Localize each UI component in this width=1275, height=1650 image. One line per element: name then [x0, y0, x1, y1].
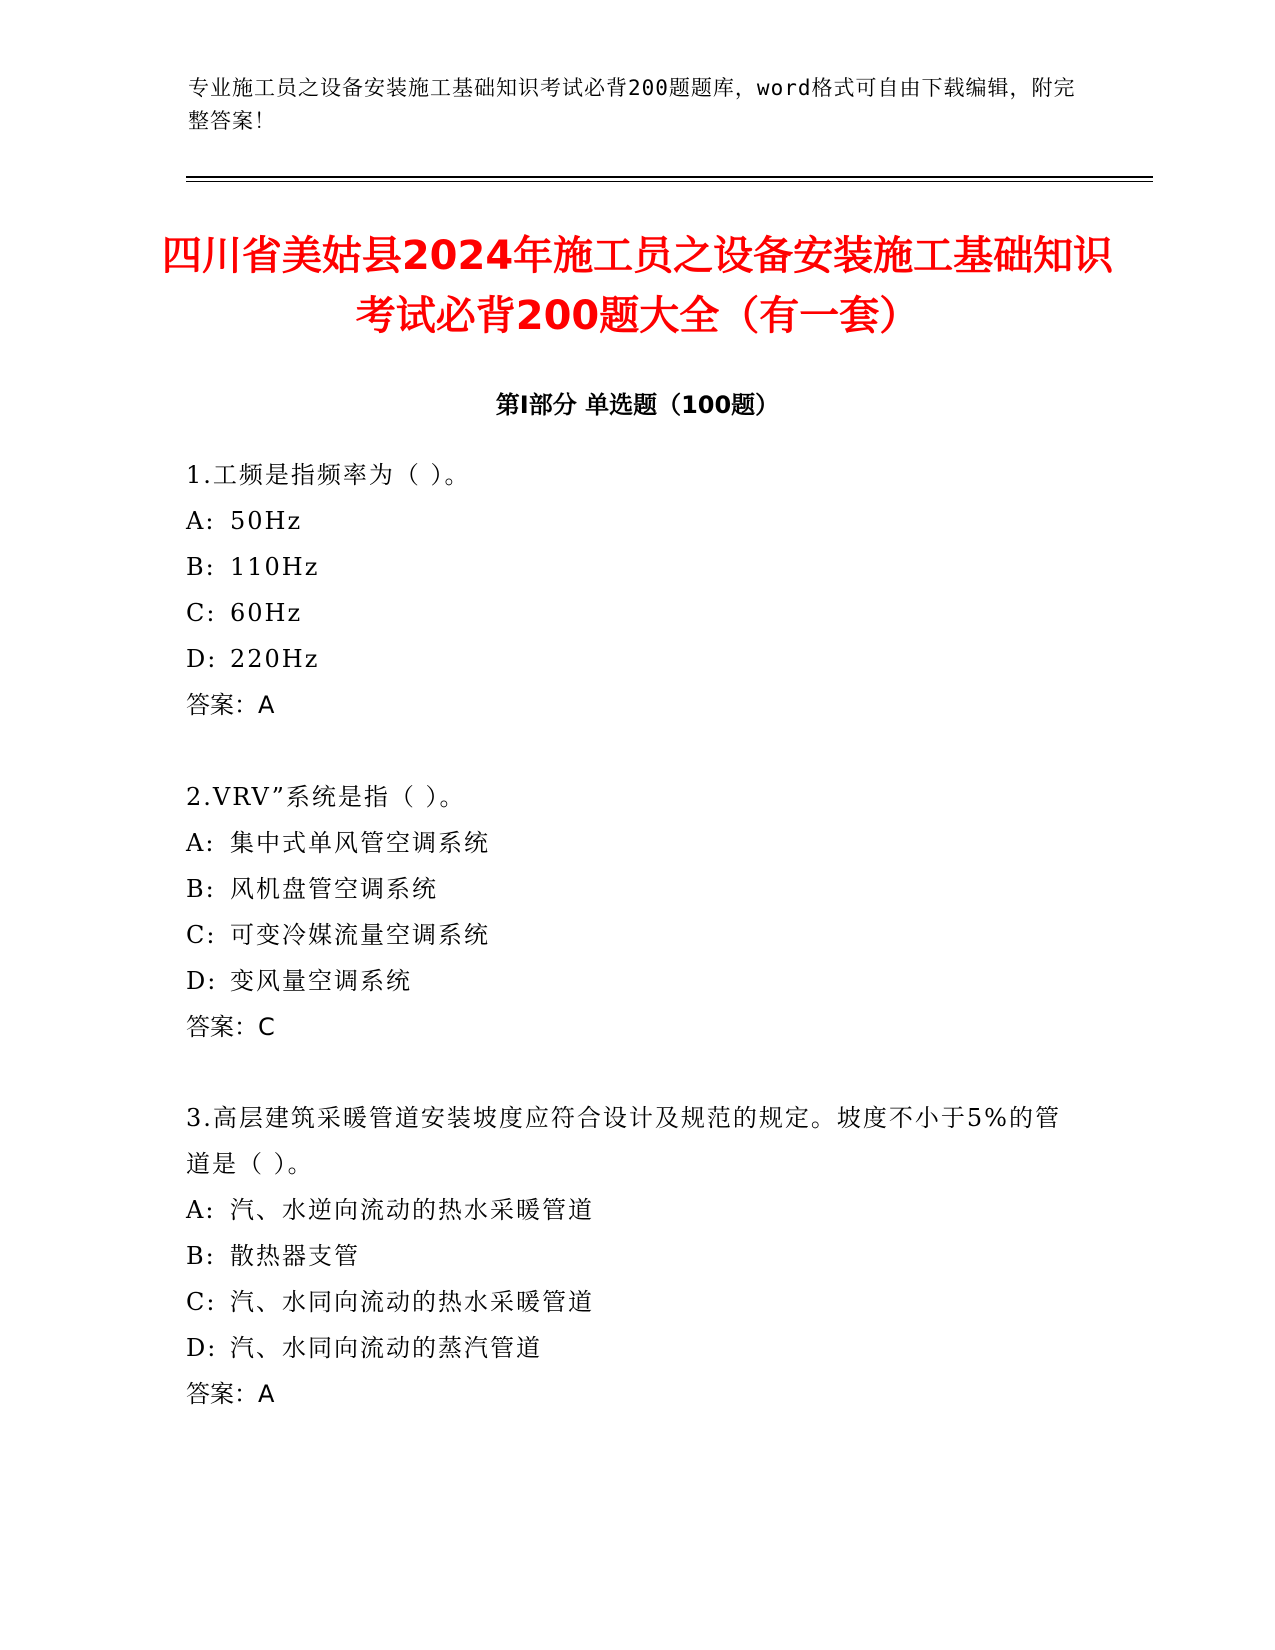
option-letter: A:	[186, 829, 216, 857]
option-letter: B:	[186, 553, 216, 581]
question-stem: 2.VRV”系统是指（ ）。	[186, 783, 466, 811]
option-d	[186, 1325, 1086, 1371]
header-divider-thick	[186, 176, 1153, 178]
question-1	[186, 452, 1086, 728]
option-d	[186, 636, 1086, 682]
option-letter: A:	[186, 1196, 216, 1224]
answer: 答案：C	[186, 1013, 275, 1041]
option-text: 60Hz	[230, 599, 303, 627]
option-c	[186, 912, 1086, 958]
option-text: 220Hz	[230, 645, 320, 673]
header-note: 专业施工员之设备安装施工基础知识考试必背200题题库，word格式可自由下载编辑，附完整答案！	[188, 76, 1076, 133]
question-stem: 3.高层建筑采暖管道安装坡度应符合设计及规范的规定。坡度不小于5%的管道是（ ）。	[186, 1104, 1061, 1178]
option-letter: D:	[186, 967, 218, 995]
option-b	[186, 544, 1086, 590]
option-b	[186, 1233, 1086, 1279]
option-c	[186, 590, 1086, 636]
option-letter: C:	[186, 921, 217, 949]
option-letter: C:	[186, 599, 217, 627]
question-3	[186, 1095, 1086, 1417]
option-text: 汽、水同向流动的热水采暖管道	[230, 1288, 594, 1316]
option-letter: B:	[186, 1242, 216, 1270]
answer: 答案：A	[186, 691, 275, 719]
header-divider-thin	[186, 181, 1153, 182]
section-title: 第Ⅰ部分 单选题（100题）	[495, 391, 780, 419]
option-letter: D:	[186, 1334, 218, 1362]
option-letter: D:	[186, 645, 218, 673]
option-c	[186, 1279, 1086, 1325]
document-title: 四川省美姑县2024年施工员之设备安装施工基础知识考试必背200题大全（有一套）	[161, 233, 1114, 339]
option-text: 汽、水逆向流动的热水采暖管道	[230, 1196, 594, 1224]
option-b	[186, 866, 1086, 912]
option-text: 风机盘管空调系统	[230, 875, 438, 903]
option-letter: B:	[186, 875, 216, 903]
answer: 答案：A	[186, 1380, 275, 1408]
option-a	[186, 498, 1086, 544]
option-text: 变风量空调系统	[230, 967, 412, 995]
option-text: 集中式单风管空调系统	[230, 829, 490, 857]
option-a	[186, 820, 1086, 866]
option-text: 散热器支管	[230, 1242, 360, 1270]
option-text: 汽、水同向流动的蒸汽管道	[230, 1334, 542, 1362]
question-2	[186, 774, 1086, 1050]
option-a	[186, 1187, 1086, 1233]
option-d	[186, 958, 1086, 1004]
question-stem: 1.工频是指频率为（ ）。	[186, 461, 471, 489]
option-text: 50Hz	[230, 507, 303, 535]
option-text: 可变冷媒流量空调系统	[230, 921, 490, 949]
option-letter: A:	[186, 507, 216, 535]
option-letter: C:	[186, 1288, 217, 1316]
option-text: 110Hz	[230, 553, 320, 581]
